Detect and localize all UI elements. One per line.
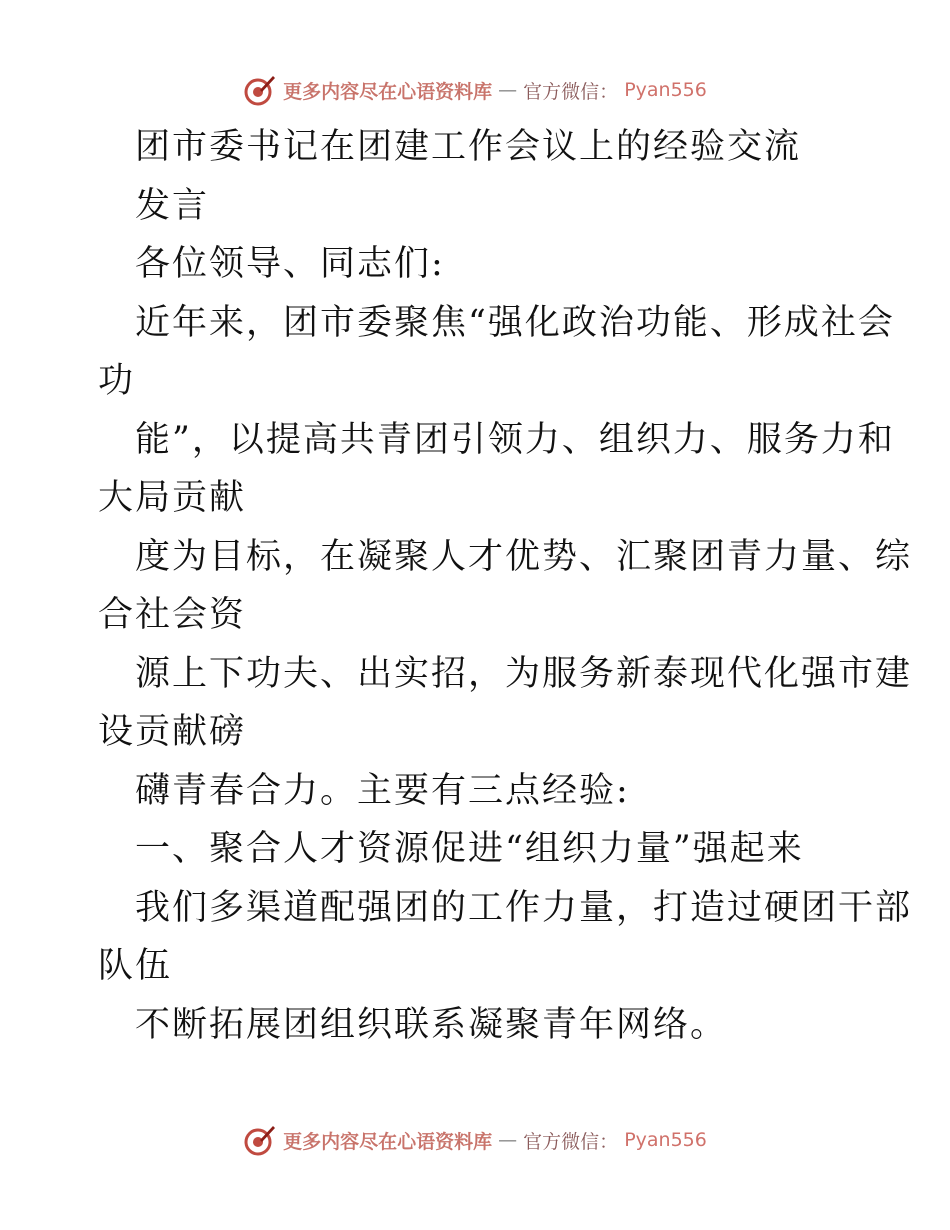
document-line: 度为目标，在凝聚人才优势、汇聚团青力量、综 xyxy=(135,536,913,577)
brand-text: 更多内容尽在心语资料库 xyxy=(283,1130,493,1153)
document-line: 大局贡献 xyxy=(98,478,247,518)
document-line: 能”，以提高共青团引领力、组织力、服务力和 xyxy=(135,419,895,460)
wechat-id: Pyan556 xyxy=(624,1129,707,1151)
pen-logo-icon xyxy=(243,73,277,107)
separator: — xyxy=(498,1129,518,1151)
document-line: 队伍 xyxy=(98,946,173,986)
document-line: 近年来，团市委聚焦“强化政治功能、形成社会 xyxy=(135,302,895,343)
document-line: 源上下功夫、出实招，为服务新泰现代化强市建 xyxy=(135,653,913,694)
wechat-label: 官方微信： xyxy=(523,80,619,103)
document-line: 我们多渠道配强团的工作力量，打造过硬团干部 xyxy=(135,887,913,928)
document-line: 各位领导、同志们: xyxy=(135,244,445,284)
document-line: 发言 xyxy=(135,185,210,226)
document-line: 礴青春合力。主要有三点经验: xyxy=(135,770,630,811)
document-line: 设贡献磅 xyxy=(98,712,247,752)
header-watermark xyxy=(0,70,950,110)
document-line: 团市委书记在团建工作会议上的经验交流 xyxy=(135,127,802,167)
pen-logo-icon xyxy=(243,1123,277,1157)
document-line: 一、聚合人才资源促进“组织力量”强起来 xyxy=(135,829,804,869)
document-line: 不断拓展团组织联系凝聚青年网络。 xyxy=(135,1004,728,1045)
footer-watermark xyxy=(0,1120,950,1160)
separator: — xyxy=(498,79,518,101)
wechat-label: 官方微信： xyxy=(523,1130,619,1153)
document-line: 功 xyxy=(98,361,136,401)
document-body xyxy=(98,118,913,1054)
brand-text: 更多内容尽在心语资料库 xyxy=(283,80,493,103)
wechat-id: Pyan556 xyxy=(624,79,707,101)
document-line: 合社会资 xyxy=(98,595,247,635)
